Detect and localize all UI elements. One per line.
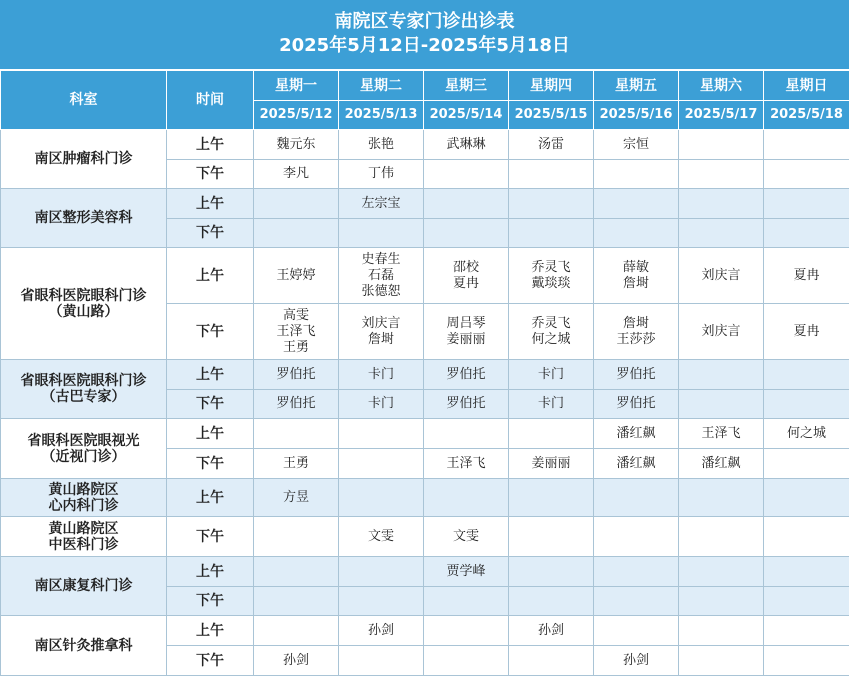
session-time: 上午 (167, 189, 254, 219)
doctor-names: 罗伯托 (616, 396, 656, 411)
doctor-names: 贾学峰 (446, 563, 486, 579)
doctor-cell (424, 248, 509, 304)
doctor-cell (594, 419, 679, 449)
weekday-header: 星期三 (424, 71, 509, 101)
doctor-names: 姜丽丽 (531, 455, 571, 471)
doctor-names: 宗恒 (622, 136, 649, 152)
department-name (1, 517, 167, 557)
doctor-names: 史春生 石磊 张德恕 (361, 251, 401, 299)
doctor-cell (764, 130, 849, 160)
doctor-cell (509, 517, 594, 557)
doctor-cell (339, 390, 424, 419)
doctor-cell (764, 360, 849, 390)
doctor-cell (339, 130, 424, 160)
doctor-cell (509, 304, 594, 360)
doctor-cell (254, 160, 339, 189)
doctor-cell (764, 517, 849, 557)
doctor-cell (509, 587, 594, 616)
doctor-cell (254, 248, 339, 304)
weekday-header: 星期一 (254, 71, 339, 101)
doctor-cell (594, 189, 679, 219)
doctor-cell (509, 419, 594, 449)
table-row (1, 479, 849, 517)
doctor-names: 王勇 (282, 455, 309, 471)
doctor-cell (509, 248, 594, 304)
doctor-names: 罗伯托 (446, 396, 486, 411)
title-line-1: 南院区专家门诊出诊表 (334, 11, 515, 32)
department-name (1, 419, 167, 479)
doctor-names: 文雯 (367, 528, 394, 544)
doctor-cell (764, 616, 849, 646)
table-row (1, 616, 849, 646)
doctor-cell (679, 517, 764, 557)
doctor-names: 武琳琳 (446, 136, 486, 152)
doctor-cell (424, 360, 509, 390)
doctor-cell (424, 616, 509, 646)
session-time: 上午 (167, 557, 254, 587)
doctor-cell (679, 219, 764, 248)
doctor-cell (424, 189, 509, 219)
doctor-names: 方昱 (282, 489, 309, 505)
session-time: 上午 (167, 248, 254, 304)
doctor-cell (594, 160, 679, 189)
doctor-names: 周吕琴 姜丽丽 (446, 315, 486, 347)
doctor-cell (509, 616, 594, 646)
doctor-names: 夏冉 (793, 323, 820, 339)
department-label: 省眼科医院眼视光 （近视门诊） (27, 432, 140, 465)
doctor-cell (509, 219, 594, 248)
weekday-header: 星期六 (679, 71, 764, 101)
department-label: 省眼科医院眼科门诊 （古巴专家） (20, 373, 147, 405)
table-row (1, 130, 849, 160)
doctor-names: 孙剑 (537, 622, 564, 638)
session-time: 下午 (167, 390, 254, 419)
doctor-cell (339, 248, 424, 304)
doctor-cell (339, 419, 424, 449)
table-row (1, 360, 849, 390)
doctor-names: 罗伯托 (276, 396, 316, 411)
department-label: 南区针灸推拿科 (34, 637, 133, 654)
doctor-names: 刘庆言 (701, 267, 741, 283)
doctor-names: 丁伟 (367, 166, 394, 181)
date-header: 2025/5/14 (424, 101, 509, 130)
doctor-cell (594, 557, 679, 587)
doctor-cell (594, 449, 679, 479)
doctor-cell (254, 557, 339, 587)
doctor-names: 王泽飞 (701, 425, 741, 441)
table-row (1, 419, 849, 449)
doctor-cell (679, 160, 764, 189)
doctor-cell (424, 646, 509, 676)
doctor-cell (764, 160, 849, 189)
doctor-cell (679, 449, 764, 479)
weekday-header: 星期五 (594, 71, 679, 101)
doctor-cell (679, 189, 764, 219)
doctor-cell (764, 557, 849, 587)
doctor-cell (339, 160, 424, 189)
department-name (1, 189, 167, 248)
doctor-cell (339, 616, 424, 646)
doctor-names: 潘红飙 (616, 425, 656, 441)
doctor-names: 孙剑 (622, 652, 649, 668)
doctor-names: 汤雷 (537, 136, 564, 152)
doctor-cell (339, 304, 424, 360)
doctor-cell (764, 390, 849, 419)
doctor-cell (254, 360, 339, 390)
doctor-names: 罗伯托 (446, 366, 486, 382)
doctor-cell (424, 130, 509, 160)
doctor-cell (594, 616, 679, 646)
title-line-2: 2025年5月12日-2025年5月18日 (279, 35, 570, 56)
doctor-cell (509, 390, 594, 419)
department-name (1, 248, 167, 360)
session-time: 下午 (167, 517, 254, 557)
doctor-cell (254, 390, 339, 419)
date-header: 2025/5/16 (594, 101, 679, 130)
doctor-cell (254, 219, 339, 248)
session-time: 下午 (167, 160, 254, 189)
doctor-names: 卡门 (367, 366, 394, 382)
doctor-cell (339, 587, 424, 616)
department-name (1, 616, 167, 676)
table-row (1, 557, 849, 587)
doctor-cell (594, 248, 679, 304)
doctor-names: 张艳 (367, 136, 394, 152)
department-name (1, 130, 167, 189)
doctor-cell (254, 304, 339, 360)
weekday-header: 星期日 (764, 71, 849, 101)
doctor-cell (509, 130, 594, 160)
doctor-cell (254, 646, 339, 676)
doctor-cell (424, 160, 509, 189)
doctor-cell (424, 557, 509, 587)
doctor-cell (424, 517, 509, 557)
session-time: 上午 (167, 479, 254, 517)
doctor-names: 李凡 (282, 166, 309, 181)
department-name (1, 479, 167, 517)
doctor-cell (254, 479, 339, 517)
doctor-names: 罗伯托 (616, 366, 656, 382)
doctor-cell (679, 248, 764, 304)
doctor-names: 王泽飞 (446, 455, 486, 471)
date-header: 2025/5/15 (509, 101, 594, 130)
date-header: 2025/5/17 (679, 101, 764, 130)
department-label: 南区整形美容科 (34, 210, 133, 226)
doctor-cell (594, 646, 679, 676)
doctor-cell (594, 130, 679, 160)
doctor-cell (254, 616, 339, 646)
doctor-cell (679, 616, 764, 646)
doctor-cell (254, 130, 339, 160)
doctor-cell (424, 449, 509, 479)
department-label: 黄山路院区 中医科门诊 (48, 520, 119, 553)
doctor-names: 乔灵飞 何之城 (531, 315, 571, 347)
doctor-cell (424, 479, 509, 517)
doctor-cell (424, 390, 509, 419)
doctor-cell (594, 390, 679, 419)
doctor-cell (339, 479, 424, 517)
doctor-names: 邵校 夏冉 (452, 259, 479, 291)
doctor-cell (509, 160, 594, 189)
doctor-cell (594, 517, 679, 557)
doctor-cell (764, 219, 849, 248)
session-time: 上午 (167, 130, 254, 160)
doctor-cell (679, 419, 764, 449)
doctor-cell (254, 449, 339, 479)
doctor-cell (594, 587, 679, 616)
date-header: 2025/5/12 (254, 101, 339, 130)
doctor-cell (339, 449, 424, 479)
session-time: 上午 (167, 419, 254, 449)
doctor-names: 潘红飙 (616, 455, 656, 471)
doctor-names: 刘庆言 詹埘 (361, 315, 401, 347)
doctor-cell (764, 189, 849, 219)
doctor-cell (254, 517, 339, 557)
date-header: 2025/5/13 (339, 101, 424, 130)
schedule-table (0, 70, 849, 676)
dept-header: 科室 (1, 71, 167, 130)
doctor-cell (509, 189, 594, 219)
weekday-header: 星期四 (509, 71, 594, 101)
department-label: 黄山路院区 心内科门诊 (48, 481, 119, 514)
doctor-cell (509, 479, 594, 517)
department-label: 省眼科医院眼科门诊 （黄山路） (20, 287, 147, 320)
doctor-cell (764, 449, 849, 479)
doctor-cell (339, 557, 424, 587)
doctor-names: 孙剑 (367, 622, 394, 638)
doctor-cell (254, 419, 339, 449)
doctor-cell (764, 419, 849, 449)
doctor-cell (254, 189, 339, 219)
doctor-names: 潘红飙 (701, 455, 741, 471)
doctor-names: 文雯 (452, 528, 479, 544)
doctor-names: 卡门 (367, 396, 394, 411)
session-time: 上午 (167, 616, 254, 646)
doctor-names: 魏元东 (276, 136, 316, 152)
session-time: 下午 (167, 646, 254, 676)
weekday-header-row (1, 71, 849, 101)
department-label: 南区康复科门诊 (34, 578, 133, 594)
doctor-cell (679, 557, 764, 587)
doctor-names: 何之城 (786, 425, 826, 441)
time-header: 时间 (167, 71, 254, 130)
date-header: 2025/5/18 (764, 101, 849, 130)
doctor-cell (764, 248, 849, 304)
doctor-cell (509, 646, 594, 676)
doctor-cell (254, 587, 339, 616)
doctor-cell (679, 646, 764, 676)
doctor-cell (509, 360, 594, 390)
doctor-names: 詹埘 王莎莎 (616, 315, 656, 347)
table-row (1, 248, 849, 304)
doctor-names: 夏冉 (793, 267, 820, 283)
doctor-cell (764, 479, 849, 517)
doctor-cell (424, 219, 509, 248)
doctor-cell (339, 189, 424, 219)
doctor-names: 孙剑 (282, 652, 309, 668)
doctor-cell (339, 219, 424, 248)
session-time: 上午 (167, 360, 254, 390)
doctor-cell (679, 479, 764, 517)
doctor-names: 薛敏 詹埘 (622, 259, 649, 291)
doctor-names: 卡门 (537, 396, 564, 411)
doctor-cell (764, 587, 849, 616)
doctor-cell (764, 646, 849, 676)
doctor-cell (339, 517, 424, 557)
doctor-cell (424, 304, 509, 360)
doctor-names: 卡门 (537, 366, 564, 382)
session-time: 下午 (167, 304, 254, 360)
session-time: 下午 (167, 587, 254, 616)
doctor-cell (679, 360, 764, 390)
table-row (1, 189, 849, 219)
schedule-title (0, 0, 849, 70)
doctor-cell (594, 219, 679, 248)
doctor-names: 罗伯托 (276, 366, 316, 382)
doctor-cell (424, 587, 509, 616)
session-time: 下午 (167, 449, 254, 479)
doctor-names: 刘庆言 (701, 323, 741, 339)
department-name (1, 557, 167, 616)
doctor-names: 左宗宝 (361, 195, 401, 211)
schedule-body (1, 130, 849, 676)
session-time: 下午 (167, 219, 254, 248)
doctor-cell (594, 360, 679, 390)
doctor-cell (339, 360, 424, 390)
doctor-cell (594, 304, 679, 360)
doctor-names: 王婷婷 (276, 267, 316, 283)
doctor-cell (764, 304, 849, 360)
doctor-cell (424, 419, 509, 449)
doctor-cell (679, 304, 764, 360)
doctor-cell (509, 449, 594, 479)
doctor-cell (339, 646, 424, 676)
weekday-header: 星期二 (339, 71, 424, 101)
table-row (1, 517, 849, 557)
doctor-cell (509, 557, 594, 587)
doctor-cell (594, 479, 679, 517)
doctor-cell (679, 130, 764, 160)
department-name (1, 360, 167, 419)
doctor-cell (679, 390, 764, 419)
doctor-names: 高雯 王泽飞 王勇 (276, 307, 316, 355)
doctor-names: 乔灵飞 戴琰琰 (531, 259, 571, 291)
department-label: 南区肿瘤科门诊 (34, 151, 133, 167)
doctor-cell (679, 587, 764, 616)
